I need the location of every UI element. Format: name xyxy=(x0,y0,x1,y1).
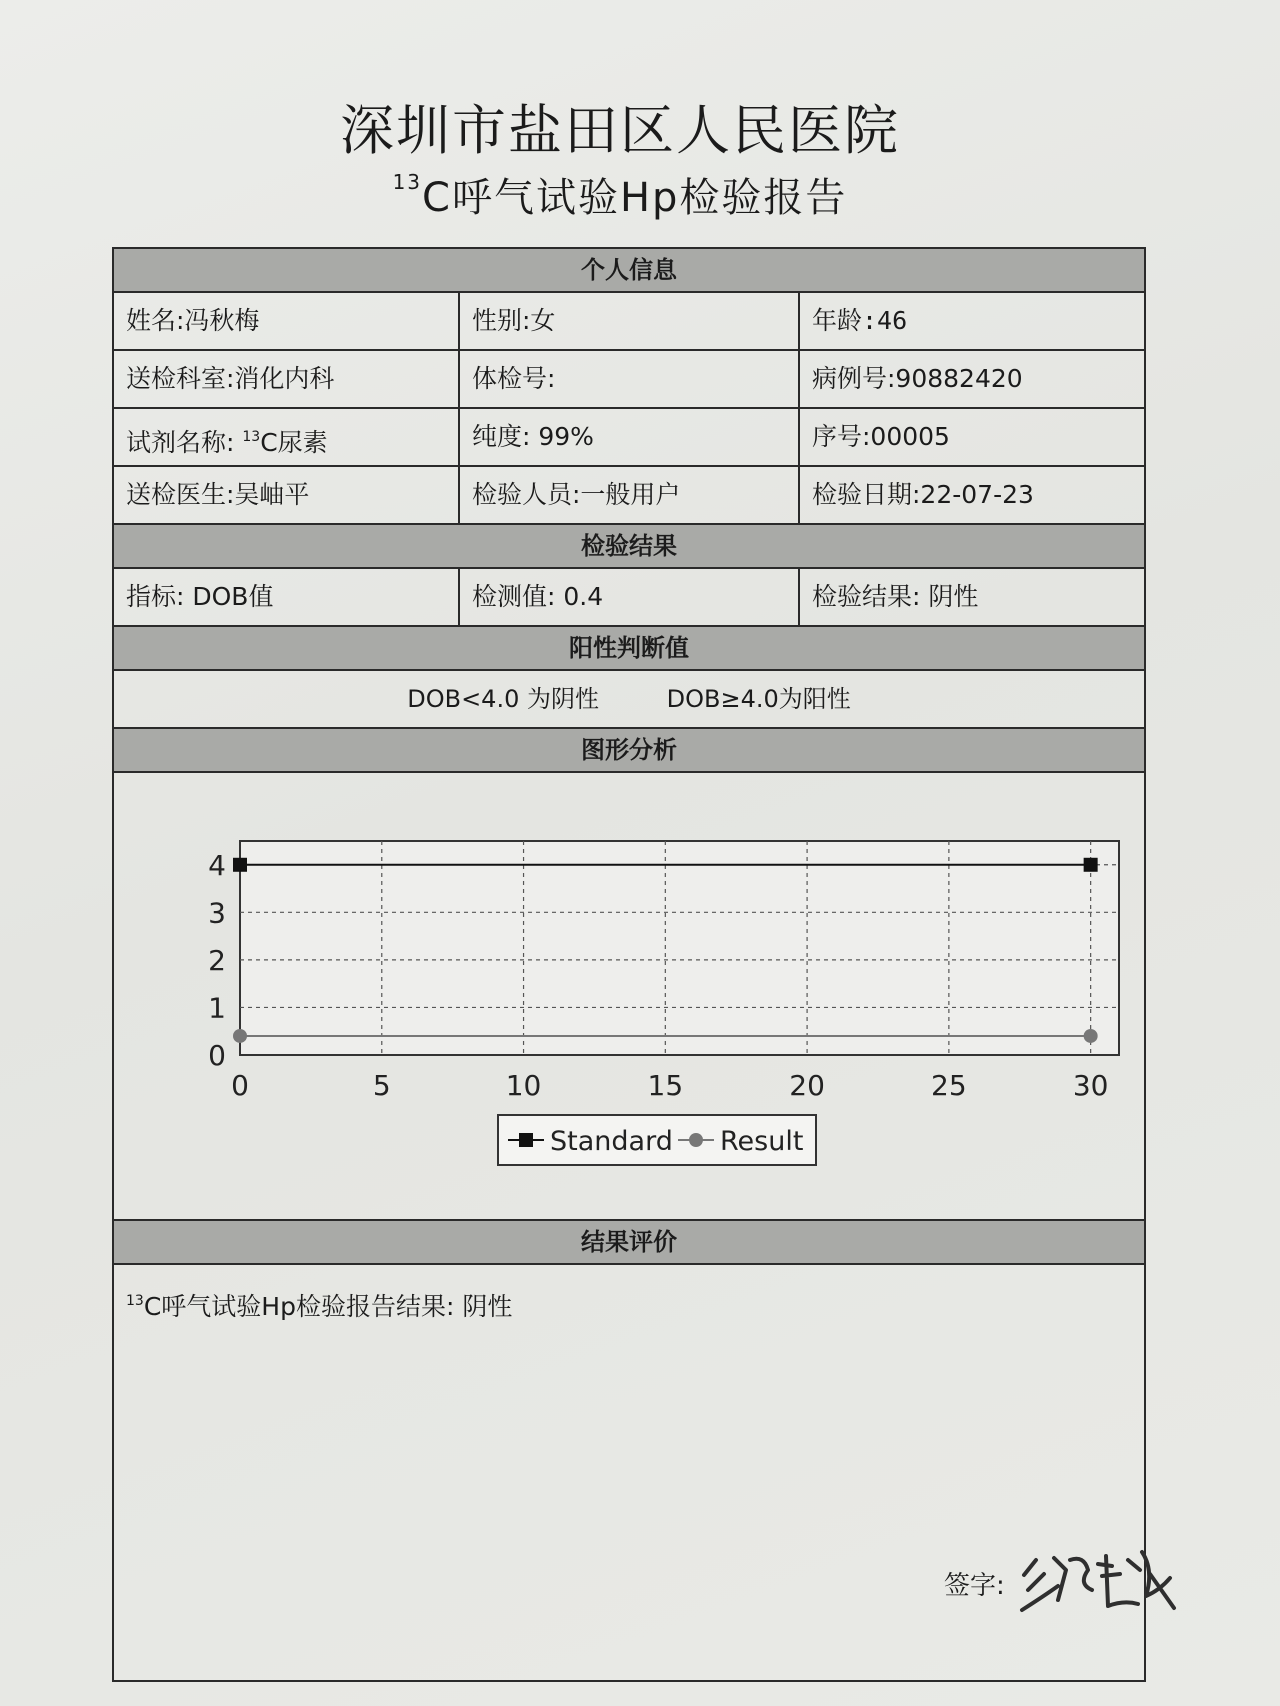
signature-label: 签字: xyxy=(944,1571,1005,1601)
point-result-0 xyxy=(233,1029,247,1043)
patient-name: 姓名:冯秋梅 xyxy=(114,293,460,349)
y-tick-label-2: 2 xyxy=(208,943,226,977)
case-number: 病例号:90882420 xyxy=(812,364,1023,393)
hospital-name: 深圳市盐田区人民医院 xyxy=(340,99,900,162)
reagent-sup: 13 xyxy=(242,429,261,445)
handwritten-signature xyxy=(1014,1530,1184,1630)
y-tick-label-1: 1 xyxy=(208,991,226,1025)
patient-gender: 性别:女 xyxy=(460,293,800,349)
y-tick-label-4: 4 xyxy=(208,848,226,882)
y-tick-label-0: 0 xyxy=(208,1039,226,1072)
evaluation-body: C呼气试验Hp检验报告结果: 阴性 xyxy=(143,1292,513,1321)
info-row-2 xyxy=(114,351,1144,409)
x-tick-label-2: 10 xyxy=(505,1069,542,1102)
test-date: 检验日期:22-07-23 xyxy=(812,480,1034,509)
evaluation-text xyxy=(126,1287,512,1323)
section-threshold: 阳性判断值 xyxy=(114,627,1144,671)
info-row-3 xyxy=(114,409,1144,467)
section-evaluation: 结果评价 xyxy=(114,1221,1144,1265)
report-title-text: C呼气试验Hp检验报告 xyxy=(422,175,848,221)
legend-marker-standard xyxy=(519,1133,533,1147)
x-tick-label-0: 0 xyxy=(231,1069,249,1102)
results-row xyxy=(114,569,1144,627)
point-result-1 xyxy=(1084,1029,1098,1043)
report-table xyxy=(112,247,1146,1682)
x-tick-label-6: 30 xyxy=(1072,1069,1109,1102)
x-tick-label-1: 5 xyxy=(372,1069,391,1102)
patient-age: 年龄:46 xyxy=(812,306,908,335)
section-graph: 图形分析 xyxy=(114,729,1144,773)
point-standard-1 xyxy=(1084,858,1098,872)
evaluation-sup: 13 xyxy=(126,1293,144,1309)
section-personal-info: 个人信息 xyxy=(114,249,1144,293)
indicator: 指标: DOB值 xyxy=(114,569,460,625)
threshold-row xyxy=(114,671,1144,729)
evaluation-area xyxy=(114,1265,1144,1680)
referring-doctor: 送检医生:吴岫平 xyxy=(114,467,460,523)
section-results: 检验结果 xyxy=(114,525,1144,569)
chart-area xyxy=(114,773,1144,1221)
legend-label-result: Result xyxy=(720,1126,804,1157)
x-tick-label-3: 15 xyxy=(647,1069,684,1102)
result-conclusion: 检验结果: 阴性 xyxy=(812,582,979,611)
serial-number: 序号:00005 xyxy=(812,422,950,451)
report-title-sup: 13 xyxy=(392,170,423,194)
x-tick-label-5: 25 xyxy=(931,1069,967,1102)
exam-number: 体检号: xyxy=(460,351,800,407)
point-standard-0 xyxy=(233,858,247,872)
reagent-name xyxy=(114,409,460,465)
dob-chart xyxy=(114,773,1140,1219)
info-row-1 xyxy=(114,293,1144,351)
plot-frame xyxy=(240,841,1119,1055)
negative-rule: DOB<4.0 为阴性 xyxy=(407,685,599,713)
x-tick-label-4: 20 xyxy=(789,1069,825,1102)
y-tick-label-3: 3 xyxy=(208,896,226,930)
purity: 纯度: 99% xyxy=(460,409,800,465)
positive-rule: DOB≥4.0为阳性 xyxy=(666,685,851,713)
report-title xyxy=(0,166,1240,223)
inspector: 检验人员:一般用户 xyxy=(460,467,800,523)
department: 送检科室:消化内科 xyxy=(114,351,460,407)
reagent-suffix: C尿素 xyxy=(260,428,328,457)
reagent-prefix: 试剂名称: xyxy=(126,428,243,457)
legend-marker-result xyxy=(689,1133,703,1147)
legend-label-standard: Standard xyxy=(550,1126,673,1157)
info-row-4 xyxy=(114,467,1144,525)
measured-value: 检测值: 0.4 xyxy=(460,569,800,625)
